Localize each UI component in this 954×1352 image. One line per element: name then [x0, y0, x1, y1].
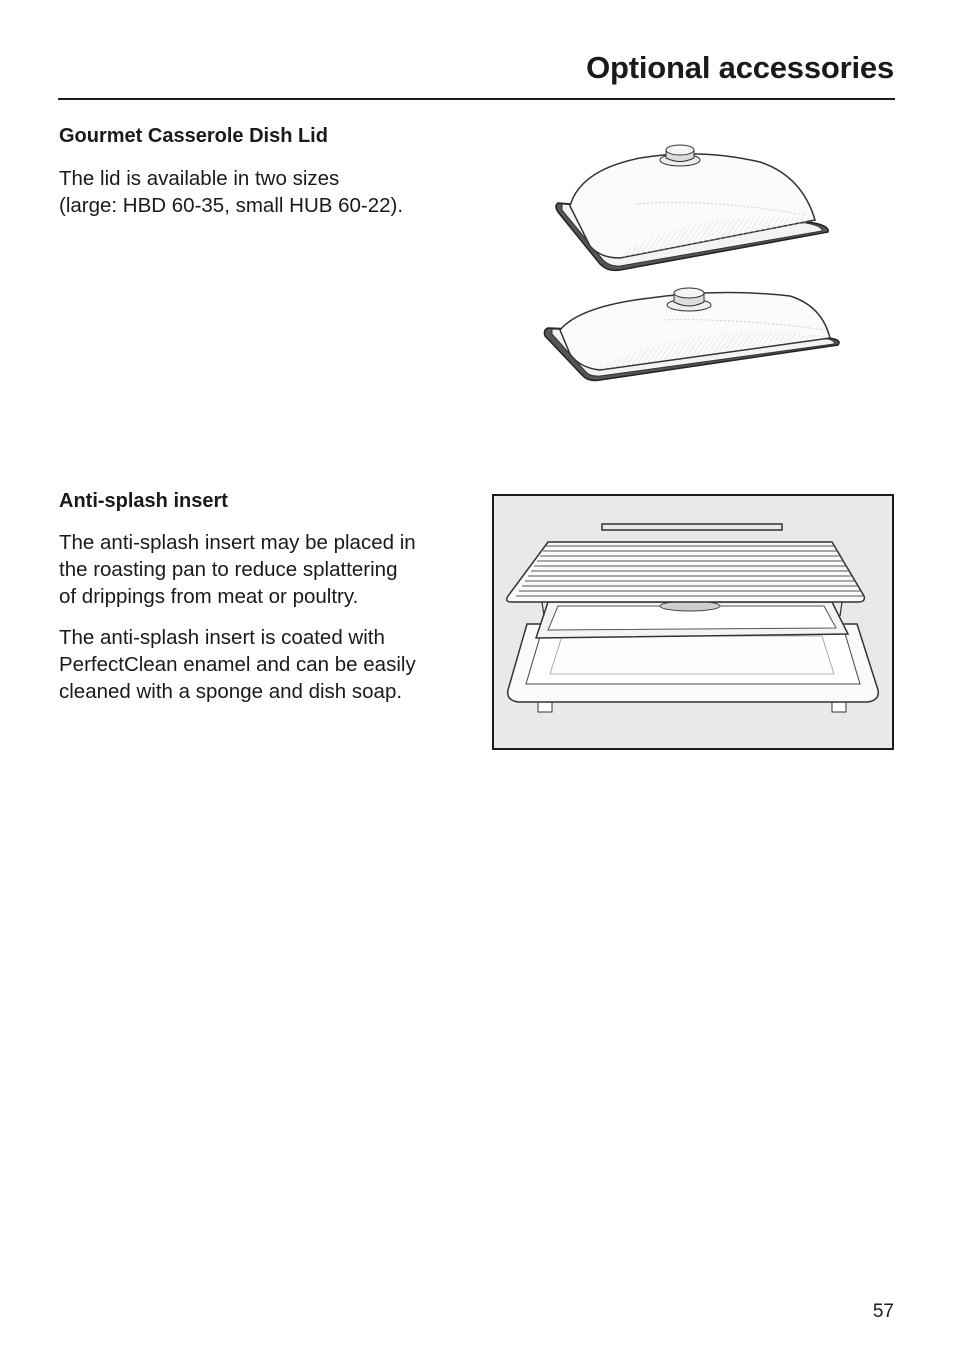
section-heading-anti-splash: Anti-splash insert: [59, 490, 228, 512]
paragraph-anti-splash-placement: [59, 529, 479, 610]
text-line: The lid is available in two sizes: [59, 167, 340, 190]
page-title: Optional accessories: [586, 50, 894, 85]
section-heading-casserole-lid: Gourmet Casserole Dish Lid: [59, 125, 328, 147]
text-line: (large: HBD 60-35, small HUB 60-22).: [59, 194, 404, 217]
text-line: The anti-splash insert is coated with: [59, 626, 385, 649]
text-line: PerfectClean enamel and can be easily: [59, 653, 416, 676]
text-line: of drippings from meat or poultry.: [59, 585, 359, 608]
large-lid-icon: [556, 145, 828, 270]
title-divider: [58, 98, 895, 100]
page-number: 57: [872, 1301, 894, 1322]
paragraph-casserole-lid-sizes: [59, 165, 479, 219]
text-line: the roasting pan to reduce splattering: [59, 558, 398, 581]
anti-splash-insert-illustration: [492, 494, 894, 750]
text-line: The anti-splash insert may be placed in: [59, 531, 416, 554]
casserole-lids-illustration: [540, 140, 845, 385]
splash-insert-icon: [536, 601, 848, 638]
paragraph-anti-splash-coating: [59, 624, 479, 705]
small-lid-icon: [544, 288, 839, 380]
text-line: cleaned with a sponge and dish soap.: [59, 680, 403, 703]
